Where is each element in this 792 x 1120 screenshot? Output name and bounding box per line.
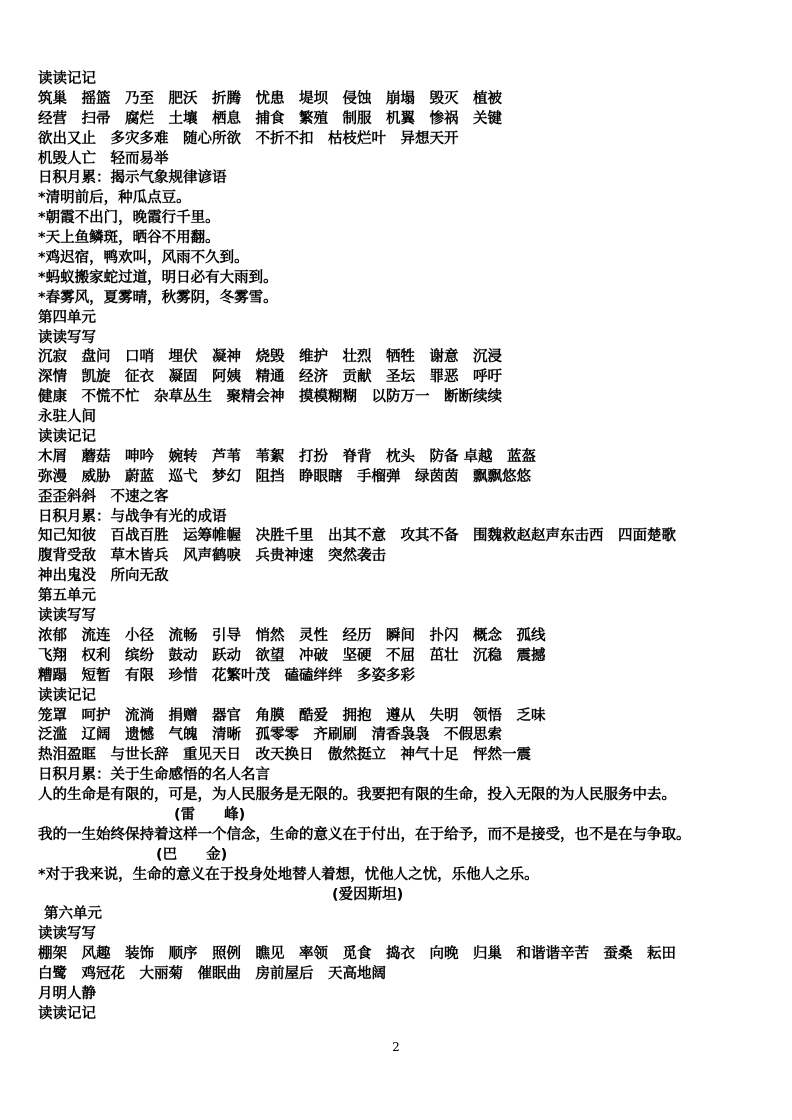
word-list-line: 木屑 蘑菇 呻吟 婉转 芦苇 苇絮 打扮 脊背 枕头 防备 卓越 蓝盔 <box>38 448 537 465</box>
word-list-line: 经营 扫帚 腐烂 土壤 栖息 捕食 繁殖 制服 机翼 惨祸 关键 <box>38 110 502 127</box>
idiom-line: 知己知彼 百战百胜 运筹帷幄 决胜千里 出其不意 攻其不备 围魏救赵赵声东击西 四面楚歌 <box>38 528 676 545</box>
quote-attribution: (巴 金) <box>156 846 228 863</box>
section-heading: 读读写写 <box>38 926 96 943</box>
word-list-line: 深情 凯旋 征衣 凝固 阿姨 精通 经济 贡献 圣坛 罪恶 呼吁 <box>38 369 502 386</box>
section-heading: 日积月累：揭示气象规律谚语 <box>38 170 227 187</box>
proverb-line: *鸡迟宿，鸭欢叫，风雨不久到。 <box>38 250 249 267</box>
word-list-line: 棚架 风趣 装饰 顺序 照例 瞧见 率领 觅食 捣衣 向晚 归巢 和谐谐辛苦 蚕桑 耘田 <box>38 946 676 963</box>
word-list-line: 弥漫 威胁 蔚蓝 巡弋 梦幻 阻挡 睁眼瞎 手榴弹 绿茵茵 飘飘悠悠 <box>38 468 531 485</box>
section-heading: 读读记记 <box>38 1005 96 1022</box>
word-list-line: 沉寂 盘问 口哨 埋伏 凝神 烧毁 维护 壮烈 牺牲 谢意 沉浸 <box>38 349 502 366</box>
quote-line: *对于我来说，生命的意义在于投身处地替人着想，忧他人之忧，乐他人之乐。 <box>38 866 539 883</box>
section-heading: 读读记记 <box>38 71 96 87</box>
section-heading: 读读记记 <box>38 429 96 446</box>
section-heading: 日积月累：与战争有光的成语 <box>38 508 227 525</box>
idiom-line: 神出鬼没 所向无敌 <box>38 568 169 585</box>
unit-title: 第六单元 <box>44 906 102 923</box>
proverb-line: *朝霞不出门，晚霞行千里。 <box>38 210 220 227</box>
word-list-line: 白鹭 鸡冠花 大丽菊 催眠曲 房前屋后 天高地阔 <box>38 966 386 983</box>
word-list-line: 浓郁 流连 小径 流畅 引导 悄然 灵性 经历 瞬间 扑闪 概念 孤线 <box>38 627 546 644</box>
quote-attribution: (雷 峰) <box>174 806 246 823</box>
idiom-line: 腹背受敌 草木皆兵 风声鹤唳 兵贵神速 突然袭击 <box>38 548 386 565</box>
section-heading: 读读写写 <box>38 608 96 625</box>
word-list-line: 飞翔 权利 缤纷 鼓动 跃动 欲望 冲破 坚硬 不屈 茁壮 沉稳 震撼 <box>38 647 546 664</box>
unit-title: 第五单元 <box>38 588 96 605</box>
word-list-line: 月明人静 <box>38 985 96 1002</box>
quote-attribution: (爱因斯坦) <box>332 886 404 903</box>
proverb-line: *蚂蚁搬家蛇过道，明日必有大雨到。 <box>38 269 278 286</box>
section-heading: 读读写写 <box>38 329 96 346</box>
proverb-line: *春雾风，夏雾晴，秋雾阴，冬雾雪。 <box>38 289 278 306</box>
proverb-line: *清明前后，种瓜点豆。 <box>38 190 191 207</box>
unit-title: 第四单元 <box>38 309 96 326</box>
quote-line: 我的一生始终保持着这样一个信念，生命的意义在于付出，在于给予，而不是接受，也不是在与争取。 <box>38 826 691 843</box>
word-list-line: 健康 不慌不忙 杂草丛生 聚精会神 摸模糊糊 以防万一 断断续续 <box>38 389 502 406</box>
word-list-line: 泛滥 辽阔 遗憾 气魄 清晰 孤零零 齐刷刷 清香袅袅 不假思索 <box>38 727 502 744</box>
quote-line: 人的生命是有限的，可是，为人民服务是无限的。我要把有限的生命，投入无限的为人民服务中去。 <box>38 787 676 804</box>
word-list-line: 欲出又止 多灾多难 随心所欲 不折不扣 枯枝烂叶 异想天开 <box>38 130 459 147</box>
word-list-line: 机毁人亡 轻而易举 <box>38 150 169 167</box>
word-list-line: 笼罩 呵护 流淌 捐赠 器官 角膜 酷爱 拥抱 遵从 失明 领悟 乏味 <box>38 707 546 724</box>
word-list-line: 热泪盈眶 与世长辞 重见天日 改天换日 傲然挺立 神气十足 怦然一震 <box>38 747 531 764</box>
word-list-line: 糟蹋 短暂 有限 珍惜 花繁叶茂 磕磕绊绊 多姿多彩 <box>38 667 415 684</box>
section-heading: 读读记记 <box>38 687 96 704</box>
document-body <box>38 70 762 1025</box>
word-list-line: 筑巢 摇篮 乃至 肥沃 折腾 忧患 堤坝 侵蚀 崩塌 毁灭 植被 <box>38 90 502 107</box>
section-heading: 日积月累：关于生命感悟的名人名言 <box>38 767 270 784</box>
proverb-line: *天上鱼鳞斑，晒谷不用翻。 <box>38 230 220 247</box>
word-list-line: 永驻人间 <box>38 409 96 426</box>
word-list-line: 歪歪斜斜 不速之客 <box>38 488 169 505</box>
page-number: 2 <box>392 1040 400 1054</box>
